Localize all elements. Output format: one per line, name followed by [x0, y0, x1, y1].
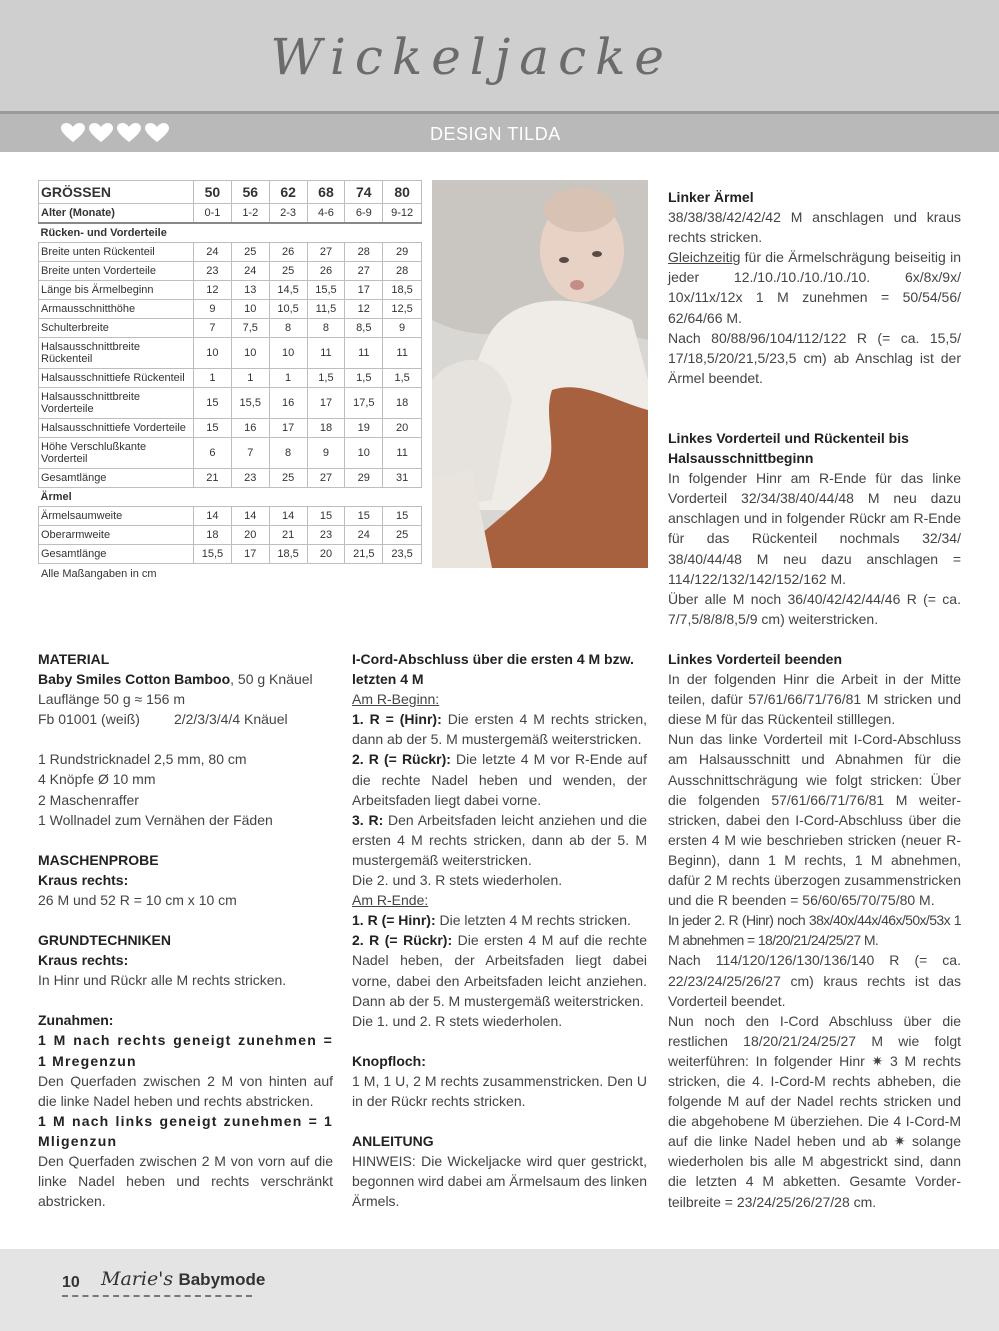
- subheading: Kraus rechts:: [38, 952, 129, 969]
- table-section-title: Ärmel: [39, 488, 422, 507]
- table-row: [39, 181, 422, 204]
- table-section-row: [39, 488, 422, 507]
- brand-name: Marie's: [101, 1268, 174, 1290]
- row-label: 1. R (= Hinr):: [352, 912, 436, 929]
- table-cell: 15: [307, 507, 345, 526]
- table-row: [39, 338, 422, 369]
- subheading: 1 M nach rechts geneigt zunehmen = 1 Mregenzun: [38, 1032, 333, 1069]
- table-cell: 6: [194, 438, 232, 469]
- table-cell: 28: [345, 243, 383, 262]
- section-heading: ANLEITUNG: [352, 1133, 434, 1150]
- row-text: Die letzte 4 M vor R-Ende auf die rechte Nadel heben und wenden, der Arbeitsfaden liegt dabei vorne.: [352, 751, 647, 808]
- table-cell: 18,5: [269, 545, 307, 564]
- table-cell: 1-2: [231, 204, 269, 224]
- table-cell: 9: [307, 438, 345, 469]
- table-cell: 27: [345, 262, 383, 281]
- table-cell: 14: [231, 507, 269, 526]
- col1: [38, 649, 333, 1211]
- table-cell: 74: [345, 181, 383, 204]
- table-cell: 26: [269, 243, 307, 262]
- paragraph: In folgender Hinr am R-Ende für das linke Vorderteil 32/34/38/40/44/48 M neu dazu anschlagen und in folgender Rückr am R-Ende für das Rückenteil nochmals 32/34/ 38/40/44/48 M neu dazu anschlagen = 114/122/132/142/152/162 M.: [668, 470, 961, 587]
- paragraph: Die 2. und 3. R stets wiederholen.: [352, 872, 563, 889]
- table-cell: 15: [383, 507, 422, 526]
- paragraph: [38, 669, 333, 689]
- section-heading: Linkes Vorderteil beenden: [668, 651, 843, 667]
- underlined-term: Gleichzeitig: [668, 249, 741, 266]
- paragraph-text: für die Ärmelschrägung beiseitig in jeder 12./10./10./10./10./10. 6x/8x/9x/ 10x/11x/12x 1 M zunehmen = 50/54/56/ 62/64/66 M.: [668, 249, 961, 326]
- table-row: [39, 300, 422, 319]
- table-cell: 14: [269, 507, 307, 526]
- heart-icon: [116, 122, 142, 144]
- yarn-text: , 50 g Knäuel: [230, 671, 313, 688]
- table-cell: 11: [307, 338, 345, 369]
- row-text: Die ersten 4 M rechts stricken, dann ab der 5. M mustergemäß weiterstricken.: [352, 711, 647, 748]
- paragraph: 38/38/38/42/42/42 M anschlagen und kraus rechts stricken.: [668, 209, 961, 246]
- table-cell: 15,5: [231, 388, 269, 419]
- size-table-body: [39, 181, 422, 564]
- table-cell: 17: [307, 388, 345, 419]
- table-cell: 1: [231, 369, 269, 388]
- table-cell: 80: [383, 181, 422, 204]
- row-label: Schulterbreite: [39, 319, 194, 338]
- table-cell: 29: [345, 469, 383, 488]
- table-footnote: Alle Maßangaben in cm: [41, 568, 157, 580]
- table-cell: 16: [231, 419, 269, 438]
- paragraph: [352, 709, 647, 749]
- table-cell: 9: [194, 300, 232, 319]
- table-cell: 31: [383, 469, 422, 488]
- table-cell: 8: [269, 438, 307, 469]
- paragraph: Über alle M noch 36/40/42/42/44/46 R (= ca. 7/7,5/8/8/8,5/9 cm) weiterstricken.: [668, 590, 961, 627]
- table-cell: 15,5: [307, 281, 345, 300]
- table-cell: 1,5: [345, 369, 383, 388]
- col3: [668, 649, 961, 1212]
- paragraph: Den Querfaden zwischen 2 M von hinten auf die linke Nadel heben und rechts abstricken.: [38, 1072, 333, 1109]
- table-cell: 14: [194, 507, 232, 526]
- table-cell: 12,5: [383, 300, 422, 319]
- table-cell: 25: [231, 243, 269, 262]
- paragraph: Lauflänge 50 g ≈ 156 m: [38, 691, 186, 708]
- table-cell: 8: [307, 319, 345, 338]
- subheading: Zunahmen:: [38, 1012, 114, 1029]
- paragraph: Nach 114/120/126/130/136/140 R (= ca. 22/23/24/25/26/27 cm) kraus rechts ist das Vorderteil beendet.: [668, 952, 961, 1009]
- row-label: Alter (Monate): [39, 204, 194, 224]
- table-cell: 11: [383, 438, 422, 469]
- row-label: Halsausschnittbreite Vorderteile: [39, 388, 194, 419]
- row-label: Breite unten Rückenteil: [39, 243, 194, 262]
- page-number: 10: [62, 1274, 80, 1291]
- table-cell: 25: [269, 262, 307, 281]
- heart-icon: [88, 122, 114, 144]
- table-row: [39, 469, 422, 488]
- color-amount: 2/2/3/3/4/4 Knäuel: [173, 711, 288, 728]
- table-cell: 23: [231, 469, 269, 488]
- table-row: [39, 545, 422, 564]
- table-section-row: [39, 223, 422, 243]
- table-row: [39, 388, 422, 419]
- table-cell: 24: [194, 243, 232, 262]
- subheading: 1 M nach links geneigt zunehmen = 1 Mligenzun: [38, 1112, 333, 1149]
- table-cell: 56: [231, 181, 269, 204]
- table-cell: 18,5: [383, 281, 422, 300]
- row-label: Armausschnitthöhe: [39, 300, 194, 319]
- table-cell: 21,5: [345, 545, 383, 564]
- row-label: Länge bis Ärmelbeginn: [39, 281, 194, 300]
- table-row: [39, 262, 422, 281]
- table-cell: 2-3: [269, 204, 307, 224]
- section-heading: Knopfloch:: [352, 1052, 426, 1069]
- list-item: 1 Wollnadel zum Vernähen der Fäden: [38, 811, 273, 828]
- table-cell: 7: [231, 438, 269, 469]
- table-cell: 21: [269, 526, 307, 545]
- paragraph: 26 M und 52 R = 10 cm x 10 cm: [38, 891, 237, 908]
- table-cell: 10: [231, 338, 269, 369]
- baby-photo: [432, 180, 648, 568]
- table-cell: 6-9: [345, 204, 383, 224]
- row-text: Den Arbeitsfaden leicht anziehen und die ersten 4 M rechts stricken, dann ab der 5. M mustergemäß weiterstricken.: [352, 811, 647, 868]
- size-table: [38, 180, 422, 564]
- table-cell: 8: [269, 319, 307, 338]
- paragraph: [352, 749, 647, 809]
- table-cell: 10: [269, 338, 307, 369]
- paragraph: Nun noch den I-Cord Abschluss über die restlichen 18/20/21/24/25/27 M wie folgt weiterführen: In folgender Hinr ✷ 3 M rechts stricken, die 4. I-Cord-M rechts abheben, die folgende M auf der Nadel rechts stricken und die abgehobene M überziehen. Die 4 I-Cord-M auf die linke Nadel heben und ab ✷ solange wiederholen bis alle M abgestrickt sind, dann die letzten 4 M abketten. Gesamte Vorder-teilbreite = 23/24/25/26/27/28 cm.: [668, 1012, 961, 1210]
- section-heading: I-Cord-Abschluss über die ersten 4 M bzw. letzten 4 M: [352, 651, 634, 688]
- table-cell: 15: [345, 507, 383, 526]
- row-label: Oberarmweite: [39, 526, 194, 545]
- section-heading: Linker Ärmel: [668, 189, 754, 205]
- list-item: 4 Knöpfe Ø 10 mm: [38, 771, 156, 788]
- table-cell: 1,5: [307, 369, 345, 388]
- table-row: [39, 369, 422, 388]
- table-cell: 23: [194, 262, 232, 281]
- table-cell: 29: [383, 243, 422, 262]
- subheading: Kraus rechts:: [38, 871, 129, 888]
- row-text: Die ersten 4 M auf die rechte Nadel heben, der Arbeitsfaden liegt dabei vorne, dabei den Arbeitsfaden leicht anziehen. Dann ab der 5. M mustergemäß weiterstricken.: [352, 932, 647, 1009]
- paragraph: [352, 910, 647, 930]
- table-cell: 20: [383, 419, 422, 438]
- row-label: Gesamtlänge: [39, 469, 194, 488]
- table-cell: 12: [345, 300, 383, 319]
- table-row: [39, 281, 422, 300]
- table-cell: 23,5: [383, 545, 422, 564]
- table-cell: 17: [231, 545, 269, 564]
- heart-icon: [60, 122, 86, 144]
- row-text: Die letzten 4 M rechts stricken.: [435, 912, 631, 929]
- difficulty-hearts: [60, 122, 170, 144]
- table-cell: 21: [194, 469, 232, 488]
- table-cell: 10: [194, 338, 232, 369]
- yarn-name: Baby Smiles Cotton Bamboo: [38, 671, 231, 688]
- col2: [352, 649, 647, 1211]
- list-item: 1 Rundstricknadel 2,5 mm, 80 cm: [38, 751, 247, 768]
- row-label: Ärmelsaumweite: [39, 507, 194, 526]
- page-title: Wickeljacke: [270, 28, 673, 86]
- paragraph: In Hinr und Rückr alle M rechts stricken.: [38, 972, 287, 989]
- table-cell: 25: [269, 469, 307, 488]
- table-cell: 1,5: [383, 369, 422, 388]
- table-row: [39, 419, 422, 438]
- row-label: 2. R (= Rückr):: [352, 932, 453, 949]
- col3-top: [668, 187, 961, 629]
- paragraph: In der folgenden Hinr die Arbeit in der Mitte teilen, dafür 57/61/66/71/76/81 M stricken und diese M für das Rückenteil stilllegen.: [668, 671, 961, 728]
- table-cell: 19: [345, 419, 383, 438]
- row-label: Gesamtlänge: [39, 545, 194, 564]
- table-row: [39, 438, 422, 469]
- paragraph: [38, 709, 333, 729]
- table-cell: 25: [383, 526, 422, 545]
- row-label: GRÖSSEN: [39, 181, 194, 204]
- table-cell: 10: [231, 300, 269, 319]
- section-heading: Linkes Vorderteil und Rückenteil bis Halsausschnittbeginn: [668, 429, 909, 467]
- table-cell: 7,5: [231, 319, 269, 338]
- stitch-line: [62, 1295, 252, 1297]
- table-row: [39, 507, 422, 526]
- table-section-title: Rücken- und Vorderteile: [39, 223, 422, 243]
- table-cell: 9-12: [383, 204, 422, 224]
- paragraph: Nun das linke Vorderteil mit I-Cord-Abschluss am Halsausschnitt und Abnahmen für die Ausschnittschrägung wie folgt stricken: Über die folgenden 57/61/66/71/76/81 M weiter-stricken, dabei den I-Cord-Abschluss über die ersten 4 M wie beschrieben stricken (neuer R-Beginn), dann 1 M rechts, 1 M abnehmen, dafür 2 M rechts überzogen zusammenstricken und die R beenden = 56/60/65/70/75/80 M.: [668, 731, 961, 909]
- paragraph: In jeder 2. R (Hinr) noch 38x/40x/44x/46x/50x/53x 1 M abnehmen = 18/20/21/24/25/27 M.: [668, 912, 961, 949]
- table-row: [39, 526, 422, 545]
- table-cell: 10: [345, 438, 383, 469]
- table-cell: 14,5: [269, 281, 307, 300]
- table-cell: 27: [307, 469, 345, 488]
- row-label: 3. R:: [352, 811, 384, 828]
- table-cell: 23: [307, 526, 345, 545]
- paragraph: HINWEIS: Die Wickeljacke wird quer gestrickt, begonnen wird dabei am Ärmelsaum des linken Ärmels.: [352, 1153, 647, 1210]
- table-cell: 18: [383, 388, 422, 419]
- table-cell: 17,5: [345, 388, 383, 419]
- table-cell: 27: [307, 243, 345, 262]
- table-cell: 16: [269, 388, 307, 419]
- row-label: Halsausschnittiefe Rückenteil: [39, 369, 194, 388]
- table-row: [39, 243, 422, 262]
- paragraph: Den Querfaden zwischen 2 M von vorn auf die linke Nadel heben und rechts verschränkt abstricken.: [38, 1152, 333, 1210]
- table-cell: 8,5: [345, 319, 383, 338]
- row-label: 2. R (= Rückr):: [352, 751, 451, 768]
- section-heading: MATERIAL: [38, 651, 110, 667]
- table-cell: 4-6: [307, 204, 345, 224]
- table-cell: 20: [231, 526, 269, 545]
- table-cell: 15,5: [194, 545, 232, 564]
- table-cell: 17: [345, 281, 383, 300]
- table-row: [39, 204, 422, 224]
- table-cell: 26: [307, 262, 345, 281]
- table-row: [39, 319, 422, 338]
- paragraph: Nach 80/88/96/104/112/122 R (= ca. 15,5/ 17/18,5/20/21,5/23,5 cm) ab Anschlag ist der Ärmel beendet.: [668, 329, 961, 386]
- table-cell: 15: [194, 388, 232, 419]
- design-name: DESIGN TILDA: [430, 124, 561, 144]
- table-cell: 1: [269, 369, 307, 388]
- table-cell: 18: [194, 526, 232, 545]
- table-cell: 28: [383, 262, 422, 281]
- section-heading: GRUNDTECHNIKEN: [38, 932, 171, 949]
- table-cell: 1: [194, 369, 232, 388]
- paragraph: [352, 930, 647, 1010]
- table-cell: 11,5: [307, 300, 345, 319]
- table-cell: 0-1: [194, 204, 232, 224]
- table-cell: 20: [307, 545, 345, 564]
- row-label: 1. R = (Hinr):: [352, 711, 442, 728]
- table-cell: 10,5: [269, 300, 307, 319]
- table-cell: 11: [383, 338, 422, 369]
- row-label: Halsausschnittbreite Rückenteil: [39, 338, 194, 369]
- row-label: Höhe Verschlußkante Vorderteil: [39, 438, 194, 469]
- paragraph: 1 M, 1 U, 2 M rechts zusammenstricken. Den U in der Rückr rechts stricken.: [352, 1072, 647, 1109]
- table-cell: 7: [194, 319, 232, 338]
- paragraph: [352, 810, 647, 870]
- table-cell: 62: [269, 181, 307, 204]
- table-cell: 9: [383, 319, 422, 338]
- underlined-heading: Am R-Beginn:: [352, 691, 440, 708]
- table-cell: 12: [194, 281, 232, 300]
- table-cell: 18: [307, 419, 345, 438]
- table-cell: 11: [345, 338, 383, 369]
- table-cell: 15: [194, 419, 232, 438]
- section-heading: MASCHENPROBE: [38, 851, 159, 868]
- magazine-brand: [101, 1268, 265, 1291]
- table-cell: 24: [231, 262, 269, 281]
- brand-title: Babymode: [178, 1270, 266, 1289]
- heart-icon: [144, 122, 170, 144]
- color-label: Fb 01001 (weiß): [38, 711, 140, 728]
- underlined-heading: Am R-Ende:: [352, 892, 429, 909]
- row-label: Breite unten Vorderteile: [39, 262, 194, 281]
- table-cell: 68: [307, 181, 345, 204]
- table-cell: 24: [345, 526, 383, 545]
- paragraph: Die 1. und 2. R stets wiederholen.: [352, 1012, 563, 1029]
- row-label: Halsausschnittiefe Vorderteile: [39, 419, 194, 438]
- table-cell: 50: [194, 181, 232, 204]
- table-cell: 17: [269, 419, 307, 438]
- list-item: 2 Maschenraffer: [38, 791, 139, 808]
- table-cell: 13: [231, 281, 269, 300]
- paragraph: [668, 247, 961, 327]
